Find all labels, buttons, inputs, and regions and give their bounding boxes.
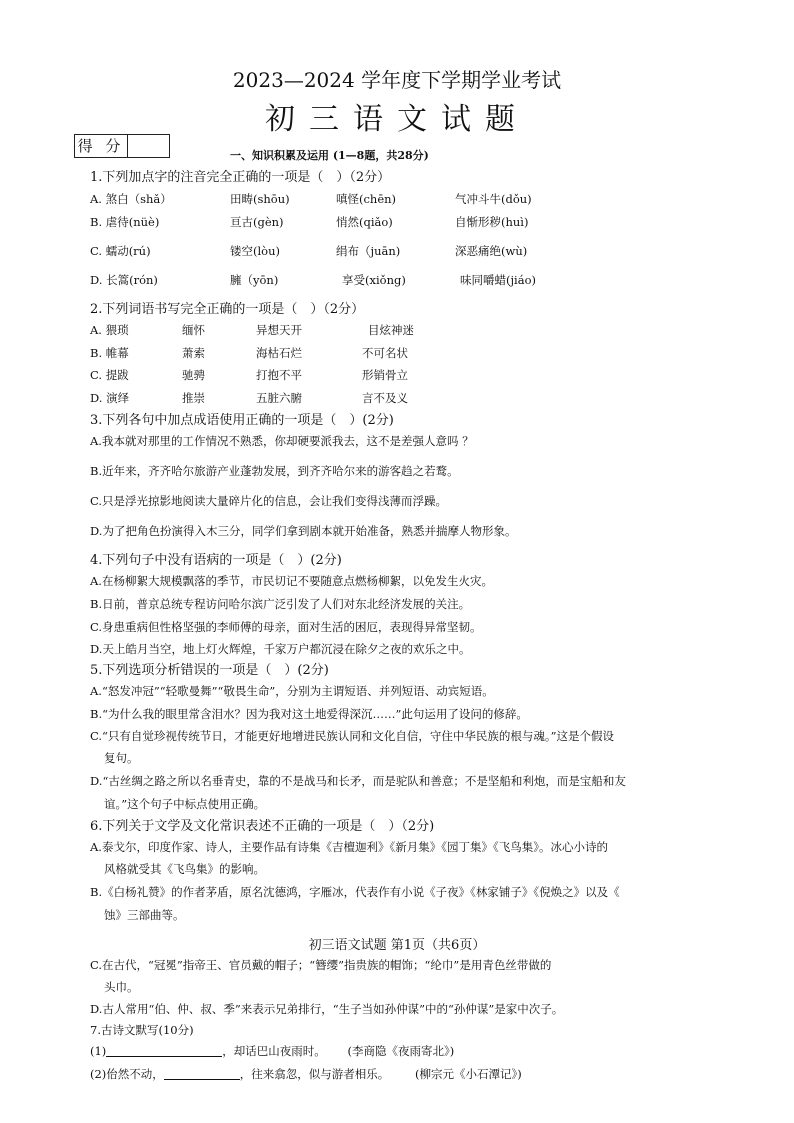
q7-1-prefix: (1): [90, 1044, 107, 1058]
exam-subtitle: 初三语文试题: [265, 102, 529, 137]
q5-option-d: D.“古丝绸之路之所以名垂青史，靠的不是战马和长矛，而是驼队和善意；不是坚船和利炮，而是宝船和友: [90, 774, 626, 788]
q5-option-c-cont: 复句。: [104, 751, 139, 765]
q2-c-4: 形销骨立: [362, 368, 408, 382]
q1-b-2: 亘古(gèn): [230, 215, 284, 229]
q7-item-1: [90, 1043, 454, 1059]
q4-option-a: A.在杨柳絮大规模飘落的季节，市民切记不要随意点燃杨柳絮，以免发生火灾。: [90, 574, 493, 588]
q1-a-1: A. 煞白（shǎ）: [90, 192, 172, 206]
q2-b-1: B. 帷幕: [90, 346, 129, 360]
q2-c-1: C. 提跋: [90, 368, 129, 382]
q1-c-4: 深恶痛绝(wù): [455, 244, 528, 258]
q2-b-4: 不可名状: [362, 346, 408, 360]
question-4-stem: 4.下列句子中没有语病的一项是（ ）(2分): [90, 553, 342, 568]
q2-b-2: 萧索: [182, 346, 205, 360]
q7-1-answer-blank[interactable]: [106, 1044, 222, 1057]
q1-b-4: 自惭形秽(huì): [455, 215, 529, 229]
q2-d-3: 五脏六腑: [256, 391, 302, 405]
q2-d-4: 言不及义: [362, 391, 408, 405]
q7-2-source: (柳宗元《小石潭记》): [414, 1067, 522, 1081]
q1-d-4: 味同嚼蜡(jiáo): [460, 273, 536, 287]
section-heading: 一、知识积累及运用 (1—8题，共28分): [230, 149, 429, 162]
q4-option-b: B.日前，普京总统专程访问哈尔滨广泛引发了人们对东北经济发展的关注。: [90, 597, 471, 611]
q5-option-c: C.“只有自觉珍视传统节日，才能更好地增进民族认同和文化自信，守住中华民族的根与魂。”这是个假设: [90, 729, 615, 743]
question-5-stem: 5.下列选项分析错误的一项是（ ）(2分): [90, 663, 329, 678]
q2-a-1: A. 猥琐: [90, 323, 129, 337]
q7-1-source: (李商隐《夜雨寄北》): [347, 1044, 455, 1058]
question-7-stem: 7.古诗文默写(10分): [90, 1023, 194, 1037]
q7-1-after: ，却话巴山夜雨时。: [222, 1044, 326, 1058]
q2-c-2: 驰骋: [182, 368, 205, 382]
q5-option-d-cont: 谊。”这个句子中标点使用正确。: [104, 797, 266, 811]
q6-option-c: C.在古代，“冠冕”指帝王、官员戴的帽子；“簪缨”指贵族的帽饰；“纶巾”是用青色丝带做的: [90, 958, 552, 972]
q1-c-2: 镂空(lòu): [230, 244, 280, 258]
q7-2-after: ，往来翕忽，似与游者相乐。: [239, 1067, 390, 1081]
q3-option-b: B.近年来，齐齐哈尔旅游产业蓬勃发展，到齐齐哈尔来的游客趋之若鹜。: [90, 464, 459, 478]
exam-title: 2023—2024 学年度下学期学业考试: [232, 68, 562, 92]
q2-c-3: 打抱不平: [256, 368, 302, 382]
q6-option-c-cont: 头巾。: [104, 980, 139, 994]
q2-d-2: 推崇: [182, 391, 205, 405]
q1-d-2: 臃（yōn): [230, 273, 279, 287]
q1-d-3: 享受(xiǒng): [342, 273, 406, 287]
question-6-stem: 6.下列关于文学及文化常识表述不正确的一项是（ ）（2分): [90, 819, 435, 834]
q1-b-1: B. 虐待(nüè): [90, 215, 160, 229]
q1-d-1: D. 长篙(rón): [90, 273, 158, 287]
q2-d-1: D. 演绎: [90, 391, 130, 405]
q5-option-a: A.“怒发冲冠”“轻歌曼舞”“敬畏生命”，分别为主谓短语、并列短语、动宾短语。: [90, 684, 494, 698]
q2-a-3: 异想天开: [256, 323, 302, 337]
q7-2-answer-blank[interactable]: [164, 1067, 240, 1080]
q2-b-3: 海枯石烂: [256, 346, 302, 360]
question-3-stem: 3.下列各句中加点成语使用正确的一项是（ ）(2分): [90, 413, 394, 428]
page-footer: 初三语文试题 第1页（共6页）: [308, 938, 486, 953]
score-label: 得 分: [75, 135, 128, 157]
q6-option-b-cont: 蚀》三部曲等。: [104, 908, 185, 922]
q3-option-c: C.只是浮光掠影地阅读大量碎片化的信息，会让我们变得浅薄而浮躁。: [90, 494, 448, 508]
question-1-stem: 1.下列加点字的注音完全正确的一项是（ ）（2分）: [90, 170, 391, 185]
q6-option-a: A.泰戈尔，印度作家、诗人，主要作品有诗集《吉檀迦利》《新月集》《园丁集》《飞鸟集》。冰心小诗的: [90, 840, 608, 854]
q1-c-1: C. 蠕动(rú): [90, 244, 151, 258]
q4-option-c: C.身患重病但性格坚强的李师傅的母亲，面对生活的困厄，表现得异常坚韧。: [90, 620, 482, 634]
q7-2-prefix: (2)佁然不动，: [90, 1067, 164, 1081]
q6-option-a-cont: 风格就受其《飞鸟集》的影响。: [104, 862, 265, 876]
q3-option-d: D.为了把角色扮演得入木三分，同学们拿到剧本就开始准备，熟悉并揣摩人物形象。: [90, 524, 517, 538]
q1-a-4: 气冲斗牛(dǒu): [455, 192, 532, 206]
score-blank[interactable]: [128, 135, 169, 157]
q4-option-d: D.天上皓月当空，地上灯火辉煌，千家万户都沉浸在除夕之夜的欢乐之中。: [90, 642, 471, 656]
q6-option-b: B.《白杨礼赞》的作者茅盾，原名沈德鸿，字雁冰，代表作有小说《子夜》《林家铺子》《倪焕之》以及《: [90, 885, 620, 899]
question-2-stem: 2.下列词语书写完全正确的一项是（ ）（2分）: [90, 302, 365, 317]
q1-c-3: 绢布（juān): [336, 244, 401, 258]
q2-a-2: 缅怀: [182, 323, 205, 337]
q1-a-3: 嗔怪(chēn): [336, 192, 397, 206]
score-box: [74, 134, 170, 158]
q2-a-4: 目炫神迷: [368, 323, 414, 337]
q3-option-a: A.我本就对那里的工作情况不熟悉，你却硬要派我去，这不是差强人意吗 ？: [90, 434, 474, 448]
q5-option-b: B.“为什么我的眼里常含泪水？因为我对这土地爱得深沉……”此句运用了设问的修辞。: [90, 707, 528, 721]
q1-a-2: 田畴(shōu): [230, 192, 290, 206]
q6-option-d: D.古人常用“伯、仲、叔、季”来表示兄弟排行，“生子当如孙仲谋”中的“孙仲谋”是家中次子。: [90, 1002, 564, 1016]
q1-b-3: 悄然(qiǎo): [336, 215, 393, 229]
q7-item-2: [90, 1066, 522, 1082]
